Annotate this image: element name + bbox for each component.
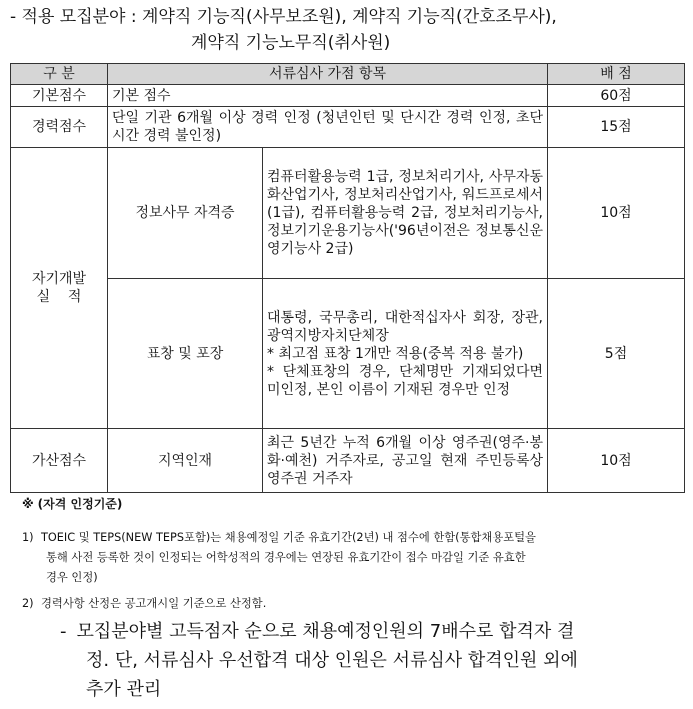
selfdev-category-line1: 자기개발 bbox=[31, 271, 87, 287]
bonus-item: 최근 5년간 누적 6개월 이상 영주권(영주·봉화·예천) 거주자로, 공고일 현재 주민등록상 영주권 거주자 bbox=[263, 429, 548, 493]
award-item bbox=[263, 279, 548, 429]
note-number-1: 1) bbox=[22, 531, 34, 544]
cert-item: 컴퓨터활용능력 1급, 정보처리기사, 사무자동화산업기사, 정보처리산업기사, 워드프로세서(1급), 컴퓨터활용능력 2급, 정보처리기능사, 정보기기운용기능사('96년이전은 정보통신운영기능사 2급) bbox=[263, 148, 548, 279]
note-1-line1: TOEIC 및 TEPS(NEW TEPS포함)는 채용예정일 기준 유효기간(2년) 내 점수에 한함(통합채용포털을 bbox=[41, 531, 536, 544]
bonus-label: 지역인재 bbox=[108, 429, 263, 493]
intro-line-1: - 적용 모집분야 : 계약직 기능직(사무보조원), 계약직 기능직(간호조무사), bbox=[10, 7, 557, 27]
award-item-line3: * 단체표창의 경우, 단체명만 기재되었다면 미인정, 본인 이름이 기재된 경우만 인정 bbox=[267, 363, 543, 398]
bonus-score: 10점 bbox=[548, 429, 685, 493]
note-1-line2: 통해 사전 등록한 것이 인정되는 어학성적의 경우에는 연장된 유효기간이 접수 마감일 기준 유효한 bbox=[46, 551, 526, 564]
table-row-selfdev-cert bbox=[11, 148, 685, 279]
application-fields-intro bbox=[10, 4, 690, 56]
header-category: 구 분 bbox=[11, 64, 108, 85]
note-item-2 bbox=[22, 594, 682, 614]
award-item-line1: 대통령, 국무총리, 대한적십자사 회장, 장관, 광역지방자치단체장 bbox=[267, 309, 543, 344]
basic-score: 60점 bbox=[548, 85, 685, 107]
cert-label: 정보사무 자격증 bbox=[108, 148, 263, 279]
footer-line1: 모집분야별 고득점자 순으로 채용예정인원의 7배수로 합격자 결 bbox=[76, 621, 575, 642]
selection-policy-note bbox=[60, 617, 684, 704]
bonus-category: 가산점수 bbox=[11, 429, 108, 493]
table-header-row bbox=[11, 64, 685, 85]
career-category: 경력점수 bbox=[11, 107, 108, 148]
document-screening-bonus-table bbox=[10, 63, 685, 493]
header-items: 서류심사 가점 항목 bbox=[108, 64, 548, 85]
selfdev-category-line2: 실 적 bbox=[36, 289, 82, 305]
basic-item: 기본 점수 bbox=[108, 85, 548, 107]
award-item-line2: * 최고점 표창 1개만 적용(중복 적용 불가) bbox=[267, 345, 524, 362]
footer-dash: - bbox=[60, 621, 67, 642]
notes-title bbox=[22, 495, 682, 512]
footer-line2: 정. 단, 서류심사 우선합격 대상 인원은 서류심사 합격인원 외에 bbox=[86, 650, 578, 671]
cert-score: 10점 bbox=[548, 148, 685, 279]
table-row-basic bbox=[11, 85, 685, 107]
table-row-selfdev-award bbox=[11, 279, 685, 429]
career-score: 15점 bbox=[548, 107, 685, 148]
notes-title-text: (자격 인정기준) bbox=[37, 497, 123, 511]
note-number-2: 2) bbox=[22, 597, 34, 610]
footer-line3: 추가 관리 bbox=[86, 679, 162, 700]
table-row-bonus bbox=[11, 429, 685, 493]
table-row-career bbox=[11, 107, 685, 148]
basic-category: 기본점수 bbox=[11, 85, 108, 107]
reference-mark-icon: ※ bbox=[22, 497, 34, 511]
qualification-notes bbox=[22, 495, 682, 614]
note-2-line1: 경력사항 산정은 공고개시일 기준으로 산정함. bbox=[41, 597, 267, 610]
intro-line-2: 계약직 기능노무직(취사원) bbox=[191, 33, 391, 53]
note-1-line3: 경우 인정) bbox=[46, 571, 98, 584]
award-label: 표창 및 포장 bbox=[108, 279, 263, 429]
career-item: 단일 기관 6개월 이상 경력 인정 (청년인턴 및 단시간 경력 인정, 초단시간 경력 불인정) bbox=[108, 107, 548, 148]
award-score: 5점 bbox=[548, 279, 685, 429]
selfdev-category bbox=[11, 148, 108, 429]
header-score: 배 점 bbox=[548, 64, 685, 85]
note-item-1 bbox=[22, 528, 682, 588]
